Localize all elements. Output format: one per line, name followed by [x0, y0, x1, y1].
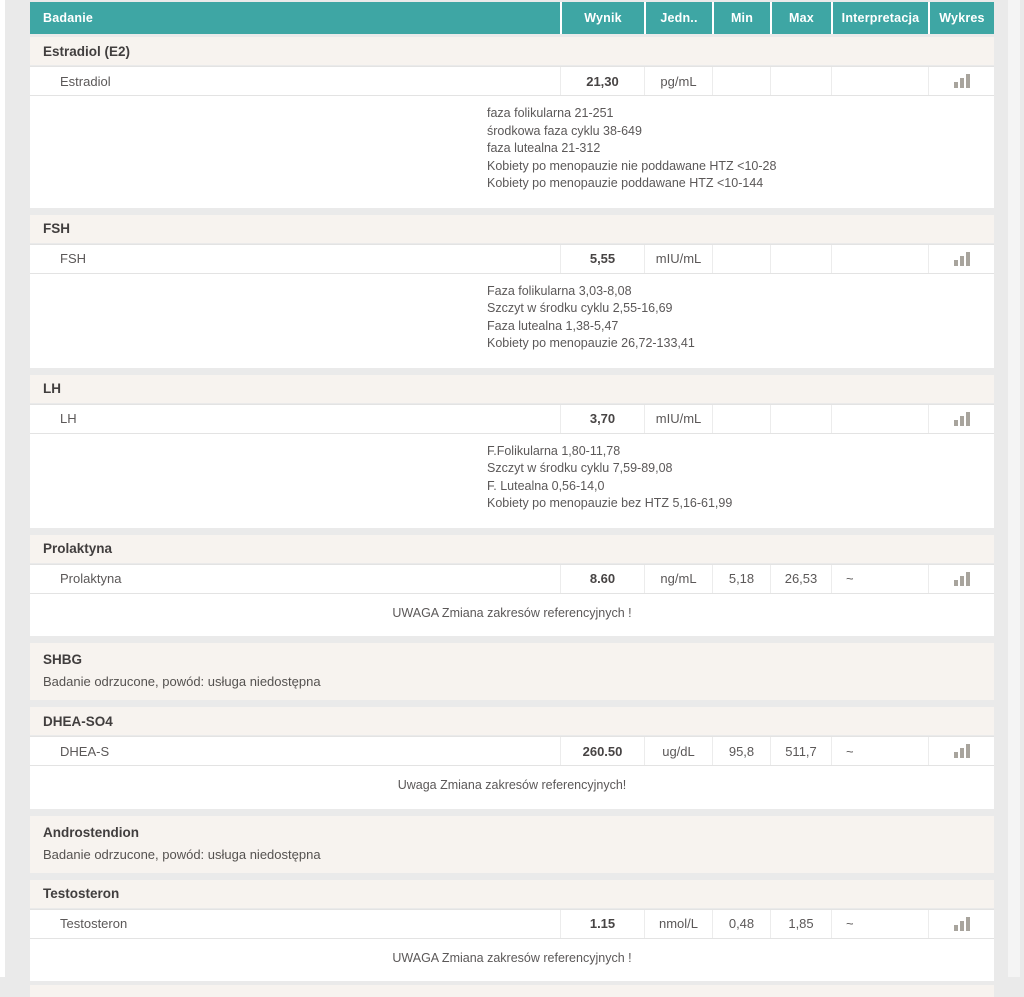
- cell-min: 5,18: [712, 565, 770, 593]
- section-title: Prolaktyna: [43, 541, 113, 556]
- results-table: [30, 2, 994, 997]
- cell-min: 95,8: [712, 737, 770, 765]
- cell-min: [712, 245, 770, 273]
- chart-bar: [960, 748, 964, 758]
- section-header: [30, 535, 994, 563]
- section-header: [30, 375, 994, 403]
- cell-result: 8.60: [560, 565, 644, 593]
- cell-max: [770, 405, 831, 433]
- section-title: SHBG: [43, 652, 83, 667]
- chart-bar: [966, 917, 970, 931]
- note-line: faza folikularna 21-251: [487, 106, 614, 120]
- cell-name: FSH: [60, 251, 86, 266]
- table-body: [30, 37, 994, 981]
- cell-max: 511,7: [770, 737, 831, 765]
- chart-bar: [966, 252, 970, 266]
- cell-unit: ng/mL: [644, 565, 712, 593]
- note-line: UWAGA Zmiana zakresów referencyjnych !: [392, 950, 632, 965]
- cell-unit: mIU/mL: [644, 245, 712, 273]
- chart-bar: [954, 925, 958, 931]
- cell-chart: [928, 565, 994, 593]
- note-line: Szczyt w środku cyklu 7,59-89,08: [487, 461, 673, 475]
- header-col-jedn: Jedn..: [644, 2, 712, 34]
- chart-bar: [960, 921, 964, 931]
- cell-result: 1.15: [560, 910, 644, 938]
- note-line: Faza folikularna 3,03-8,08: [487, 283, 632, 298]
- section-title: Androstendion: [43, 824, 139, 840]
- result-row: [30, 66, 994, 96]
- cell-unit: pg/mL: [644, 67, 712, 95]
- section-header: [30, 880, 994, 908]
- chart-bar: [954, 260, 958, 266]
- section-title: LH: [43, 381, 61, 396]
- chart-bar: [954, 752, 958, 758]
- bar-chart-icon[interactable]: [954, 917, 970, 931]
- section-title: Testosteron: [43, 886, 120, 901]
- cell-name: Testosteron: [60, 916, 128, 931]
- scrollbar-track[interactable]: [1008, 0, 1020, 977]
- rejected-message: Badanie odrzucone, powód: usługa niedostępna: [43, 674, 321, 689]
- bar-chart-icon[interactable]: [954, 412, 970, 426]
- section-fsh: [30, 215, 994, 368]
- cell-min: 0,48: [712, 910, 770, 938]
- chart-bar: [960, 256, 964, 266]
- bar-chart-icon[interactable]: [954, 74, 970, 88]
- cell-max: 1,85: [770, 910, 831, 938]
- cell-name: LH: [60, 411, 77, 426]
- cell-result: 21,30: [560, 67, 644, 95]
- header-col-interpretacja: Interpretacja: [831, 2, 928, 34]
- bar-chart-icon[interactable]: [954, 252, 970, 266]
- section-lh: [30, 375, 994, 528]
- section-header: [30, 37, 994, 65]
- cell-interpretation: [831, 67, 928, 95]
- page-left-margin: [0, 0, 5, 977]
- result-row: [30, 736, 994, 766]
- section-header: [30, 816, 994, 873]
- reference-notes: [30, 96, 994, 208]
- chart-bar: [966, 412, 970, 426]
- cell-min: [712, 67, 770, 95]
- result-row: [30, 909, 994, 939]
- cell-max: [770, 67, 831, 95]
- section-title: FSH: [43, 221, 70, 236]
- alert-notes: [30, 939, 994, 982]
- cell-interpretation: ~: [831, 737, 928, 765]
- note-line: UWAGA Zmiana zakresów referencyjnych !: [392, 605, 632, 620]
- cell-unit: ug/dL: [644, 737, 712, 765]
- cell-min: [712, 405, 770, 433]
- header-col-min: Min: [712, 2, 770, 34]
- chart-bar: [954, 580, 958, 586]
- note-line: Kobiety po menopauzie nie poddawane HTZ <10-28: [487, 158, 777, 173]
- note-line: środkowa faza cyklu 38-649: [487, 123, 642, 138]
- section-title: Estradiol (E2): [43, 43, 131, 59]
- cell-interpretation: [831, 405, 928, 433]
- reference-notes: [30, 434, 994, 528]
- note-line: Szczyt w środku cyklu 2,55-16,69: [487, 301, 673, 315]
- header-col-badanie: Badanie: [43, 11, 94, 25]
- note-line: Uwaga Zmiana zakresów referencyjnych!: [397, 778, 627, 792]
- section-dhea-so4: [30, 707, 994, 809]
- cell-chart: [928, 910, 994, 938]
- next-section-partial: [30, 985, 994, 997]
- cell-name: Prolaktyna: [60, 571, 122, 586]
- cell-chart: [928, 67, 994, 95]
- cell-unit: nmol/L: [644, 910, 712, 938]
- chart-bar: [960, 78, 964, 88]
- note-line: F.Folikularna 1,80-11,78: [487, 443, 621, 458]
- cell-result: 5,55: [560, 245, 644, 273]
- alert-notes: [30, 594, 994, 637]
- cell-result: 3,70: [560, 405, 644, 433]
- cell-result: 260.50: [560, 737, 644, 765]
- note-line: Faza lutealna 1,38-5,47: [487, 318, 619, 333]
- section-header: [30, 707, 994, 735]
- note-line: F. Lutealna 0,56-14,0: [487, 478, 605, 493]
- cell-name: Estradiol: [60, 73, 111, 89]
- cell-interpretation: [831, 245, 928, 273]
- section-shbg: [30, 643, 994, 700]
- section-androstendion: [30, 816, 994, 873]
- cell-max: [770, 245, 831, 273]
- section-title: DHEA-SO4: [43, 713, 113, 729]
- chart-bar: [954, 82, 958, 88]
- table-header: [30, 2, 994, 34]
- note-line: Kobiety po menopauzie bez HTZ 5,16-61,99: [487, 496, 733, 510]
- chart-bar: [966, 74, 970, 88]
- cell-chart: [928, 245, 994, 273]
- cell-interpretation: ~: [831, 910, 928, 938]
- chart-bar: [966, 744, 970, 758]
- bar-chart-icon[interactable]: [954, 744, 970, 758]
- bar-chart-icon[interactable]: [954, 572, 970, 586]
- cell-unit: mIU/mL: [644, 405, 712, 433]
- cell-interpretation: ~: [831, 565, 928, 593]
- alert-notes: [30, 766, 994, 809]
- result-row: [30, 564, 994, 594]
- chart-bar: [960, 416, 964, 426]
- section-header: [30, 215, 994, 243]
- note-line: Kobiety po menopauzie 26,72-133,41: [487, 336, 695, 350]
- header-col-wykres: Wykres: [928, 2, 994, 34]
- result-row: [30, 404, 994, 434]
- chart-bar: [954, 420, 958, 426]
- rejected-message: Badanie odrzucone, powód: usługa niedostępna: [43, 846, 321, 862]
- reference-notes: [30, 274, 994, 368]
- cell-chart: [928, 737, 994, 765]
- section-testosteron: [30, 880, 994, 982]
- chart-bar: [960, 576, 964, 586]
- result-row: [30, 244, 994, 274]
- section-estradiol-e2: [30, 37, 994, 208]
- note-line: Kobiety po menopauzie poddawane HTZ <10-144: [487, 176, 764, 190]
- cell-name: DHEA-S: [60, 743, 110, 759]
- chart-bar: [966, 572, 970, 586]
- cell-max: 26,53: [770, 565, 831, 593]
- header-col-max: Max: [770, 2, 831, 34]
- cell-chart: [928, 405, 994, 433]
- header-col-wynik: Wynik: [560, 2, 644, 34]
- note-line: faza lutealna 21-312: [487, 141, 601, 155]
- section-prolaktyna: [30, 535, 994, 637]
- section-header: [30, 643, 994, 700]
